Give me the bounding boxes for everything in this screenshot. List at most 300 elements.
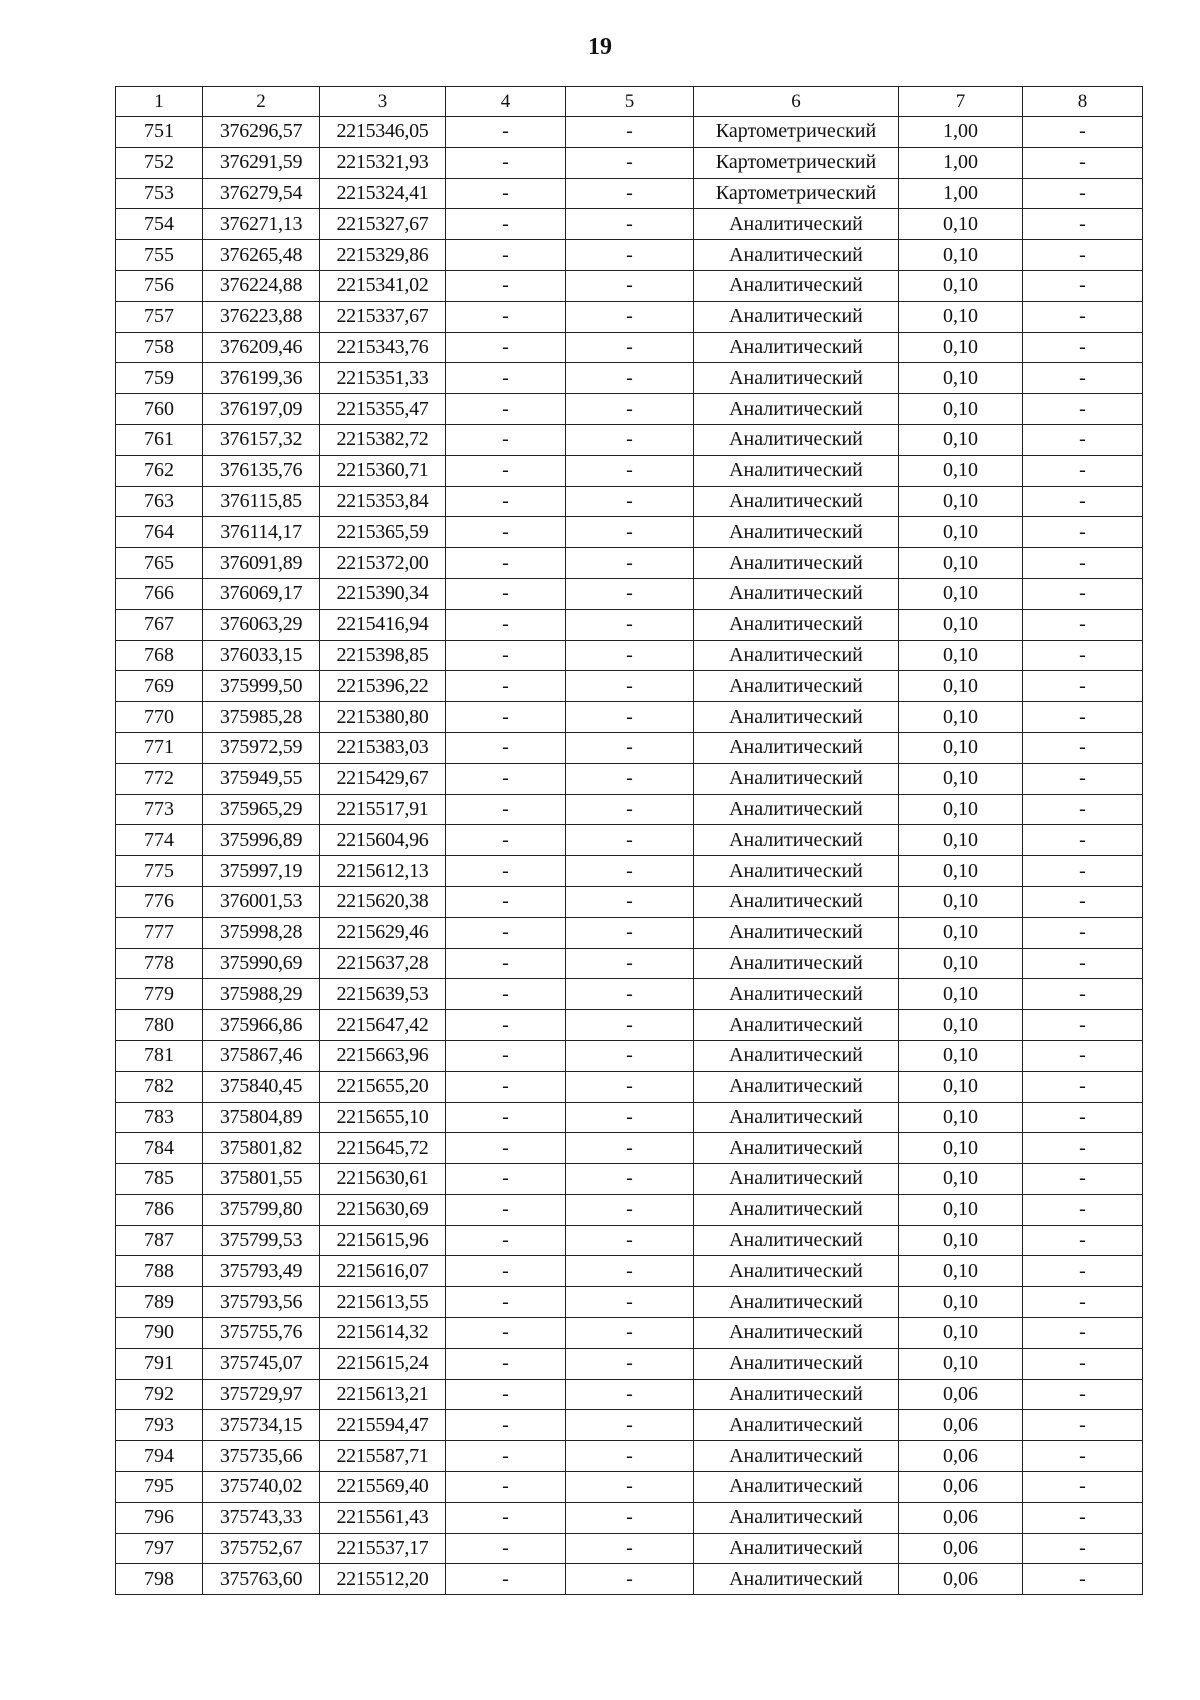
cell-coord-x: 375752,67 [203, 1533, 320, 1564]
table-row [116, 178, 1143, 209]
cell-col-5: - [566, 240, 694, 271]
cell-col-8: - [1023, 609, 1143, 640]
cell-col-4: - [446, 209, 566, 240]
cell-col-5: - [566, 948, 694, 979]
cell-col-4: - [446, 332, 566, 363]
cell-col-5: - [566, 856, 694, 887]
cell-coord-x: 376157,32 [203, 424, 320, 455]
cell-coord-y: 2215365,59 [320, 517, 446, 548]
table-row [116, 763, 1143, 794]
table-row [116, 1410, 1143, 1441]
cell-method: Аналитический [694, 917, 899, 948]
cell-col-4: - [446, 609, 566, 640]
cell-coord-y: 2215645,72 [320, 1133, 446, 1164]
cell-col-8: - [1023, 794, 1143, 825]
table-row [116, 1441, 1143, 1472]
cell-col-5: - [566, 886, 694, 917]
cell-col-8: - [1023, 1010, 1143, 1041]
cell-method: Аналитический [694, 1287, 899, 1318]
cell-accuracy: 0,10 [899, 240, 1023, 271]
cell-point-number: 781 [116, 1040, 203, 1071]
cell-coord-x: 375966,86 [203, 1010, 320, 1041]
table-row [116, 794, 1143, 825]
cell-coord-x: 375985,28 [203, 702, 320, 733]
cell-point-number: 786 [116, 1194, 203, 1225]
table-row [116, 609, 1143, 640]
cell-method: Аналитический [694, 578, 899, 609]
cell-point-number: 778 [116, 948, 203, 979]
cell-method: Аналитический [694, 671, 899, 702]
cell-accuracy: 0,10 [899, 486, 1023, 517]
cell-col-5: - [566, 640, 694, 671]
cell-col-5: - [566, 1564, 694, 1595]
cell-col-5: - [566, 517, 694, 548]
cell-col-8: - [1023, 1102, 1143, 1133]
column-header-4: 4 [446, 87, 566, 117]
cell-accuracy: 0,10 [899, 548, 1023, 579]
cell-accuracy: 0,10 [899, 455, 1023, 486]
cell-method: Аналитический [694, 1348, 899, 1379]
cell-method: Аналитический [694, 1164, 899, 1195]
cell-accuracy: 0,10 [899, 1071, 1023, 1102]
cell-point-number: 775 [116, 856, 203, 887]
cell-accuracy: 0,10 [899, 917, 1023, 948]
cell-col-8: - [1023, 1287, 1143, 1318]
table-row [116, 1348, 1143, 1379]
cell-col-8: - [1023, 1133, 1143, 1164]
cell-col-5: - [566, 1441, 694, 1472]
table-row [116, 1256, 1143, 1287]
cell-coord-y: 2215620,38 [320, 886, 446, 917]
table-row [116, 825, 1143, 856]
cell-coord-y: 2215637,28 [320, 948, 446, 979]
cell-accuracy: 0,10 [899, 1287, 1023, 1318]
cell-accuracy: 0,06 [899, 1502, 1023, 1533]
cell-col-8: - [1023, 1071, 1143, 1102]
cell-point-number: 793 [116, 1410, 203, 1441]
cell-col-8: - [1023, 147, 1143, 178]
cell-col-8: - [1023, 671, 1143, 702]
table-row [116, 578, 1143, 609]
cell-accuracy: 0,10 [899, 979, 1023, 1010]
cell-col-8: - [1023, 1164, 1143, 1195]
cell-col-4: - [446, 1256, 566, 1287]
cell-col-5: - [566, 1533, 694, 1564]
table-row [116, 209, 1143, 240]
cell-coord-x: 375801,82 [203, 1133, 320, 1164]
cell-coord-x: 375734,15 [203, 1410, 320, 1441]
cell-col-5: - [566, 1410, 694, 1441]
cell-col-5: - [566, 548, 694, 579]
cell-method: Аналитический [694, 825, 899, 856]
cell-col-4: - [446, 147, 566, 178]
cell-col-4: - [446, 240, 566, 271]
cell-coord-x: 375763,60 [203, 1564, 320, 1595]
cell-accuracy: 0,10 [899, 640, 1023, 671]
cell-method: Аналитический [694, 301, 899, 332]
cell-coord-y: 2215614,32 [320, 1318, 446, 1349]
cell-accuracy: 0,10 [899, 209, 1023, 240]
cell-col-5: - [566, 332, 694, 363]
cell-method: Аналитический [694, 763, 899, 794]
cell-accuracy: 0,06 [899, 1410, 1023, 1441]
cell-coord-x: 375972,59 [203, 732, 320, 763]
cell-col-8: - [1023, 301, 1143, 332]
cell-accuracy: 0,10 [899, 301, 1023, 332]
cell-method: Аналитический [694, 548, 899, 579]
cell-method: Аналитический [694, 1318, 899, 1349]
cell-point-number: 792 [116, 1379, 203, 1410]
cell-method: Аналитический [694, 1194, 899, 1225]
table-row [116, 1194, 1143, 1225]
cell-accuracy: 1,00 [899, 117, 1023, 148]
cell-point-number: 773 [116, 794, 203, 825]
cell-col-8: - [1023, 1256, 1143, 1287]
cell-coord-x: 376069,17 [203, 578, 320, 609]
cell-col-5: - [566, 671, 694, 702]
table-row [116, 548, 1143, 579]
cell-method: Аналитический [694, 1133, 899, 1164]
cell-coord-y: 2215360,71 [320, 455, 446, 486]
cell-coord-y: 2215372,00 [320, 548, 446, 579]
cell-accuracy: 0,10 [899, 1225, 1023, 1256]
cell-coord-x: 375997,19 [203, 856, 320, 887]
cell-point-number: 759 [116, 363, 203, 394]
cell-col-4: - [446, 1318, 566, 1349]
column-header-2: 2 [203, 87, 320, 117]
coordinates-table [115, 86, 1143, 1595]
cell-method: Аналитический [694, 794, 899, 825]
cell-coord-x: 375793,49 [203, 1256, 320, 1287]
cell-col-5: - [566, 825, 694, 856]
cell-col-8: - [1023, 1502, 1143, 1533]
cell-col-4: - [446, 948, 566, 979]
cell-col-4: - [446, 455, 566, 486]
cell-method: Аналитический [694, 1010, 899, 1041]
cell-col-5: - [566, 763, 694, 794]
cell-method: Аналитический [694, 609, 899, 640]
cell-coord-x: 376091,89 [203, 548, 320, 579]
cell-coord-x: 375990,69 [203, 948, 320, 979]
table-row [116, 979, 1143, 1010]
cell-point-number: 770 [116, 702, 203, 733]
cell-method: Аналитический [694, 1379, 899, 1410]
cell-col-5: - [566, 1379, 694, 1410]
cell-method: Аналитический [694, 640, 899, 671]
cell-point-number: 794 [116, 1441, 203, 1472]
cell-coord-y: 2215382,72 [320, 424, 446, 455]
cell-col-4: - [446, 1379, 566, 1410]
cell-col-4: - [446, 1348, 566, 1379]
cell-method: Аналитический [694, 1502, 899, 1533]
cell-col-8: - [1023, 1472, 1143, 1503]
cell-point-number: 765 [116, 548, 203, 579]
cell-col-8: - [1023, 1564, 1143, 1595]
cell-col-4: - [446, 486, 566, 517]
cell-coord-y: 2215337,67 [320, 301, 446, 332]
table-row [116, 117, 1143, 148]
cell-coord-x: 376033,15 [203, 640, 320, 671]
cell-col-8: - [1023, 1318, 1143, 1349]
cell-col-8: - [1023, 1410, 1143, 1441]
table-row [116, 1318, 1143, 1349]
cell-coord-y: 2215639,53 [320, 979, 446, 1010]
cell-col-5: - [566, 486, 694, 517]
cell-point-number: 787 [116, 1225, 203, 1256]
table-row [116, 455, 1143, 486]
table-row [116, 1102, 1143, 1133]
cell-col-5: - [566, 1348, 694, 1379]
cell-coord-x: 376115,85 [203, 486, 320, 517]
table-row [116, 702, 1143, 733]
cell-col-8: - [1023, 1441, 1143, 1472]
cell-point-number: 762 [116, 455, 203, 486]
cell-accuracy: 0,10 [899, 1133, 1023, 1164]
cell-col-8: - [1023, 363, 1143, 394]
cell-coord-y: 2215655,10 [320, 1102, 446, 1133]
cell-accuracy: 0,10 [899, 702, 1023, 733]
cell-coord-y: 2215616,07 [320, 1256, 446, 1287]
cell-accuracy: 0,10 [899, 763, 1023, 794]
cell-col-4: - [446, 578, 566, 609]
cell-col-5: - [566, 1102, 694, 1133]
table-header-row [116, 87, 1143, 117]
cell-col-4: - [446, 1225, 566, 1256]
cell-point-number: 779 [116, 979, 203, 1010]
cell-coord-x: 375965,29 [203, 794, 320, 825]
cell-method: Аналитический [694, 1441, 899, 1472]
cell-col-4: - [446, 394, 566, 425]
cell-point-number: 752 [116, 147, 203, 178]
cell-coord-x: 376135,76 [203, 455, 320, 486]
cell-coord-x: 375743,33 [203, 1502, 320, 1533]
cell-point-number: 796 [116, 1502, 203, 1533]
cell-coord-y: 2215343,76 [320, 332, 446, 363]
cell-col-8: - [1023, 209, 1143, 240]
cell-col-5: - [566, 578, 694, 609]
cell-accuracy: 0,06 [899, 1533, 1023, 1564]
cell-accuracy: 0,06 [899, 1564, 1023, 1595]
cell-point-number: 767 [116, 609, 203, 640]
cell-method: Аналитический [694, 1564, 899, 1595]
cell-method: Аналитический [694, 702, 899, 733]
cell-coord-x: 375755,76 [203, 1318, 320, 1349]
cell-col-5: - [566, 1225, 694, 1256]
cell-coord-y: 2215517,91 [320, 794, 446, 825]
cell-col-5: - [566, 178, 694, 209]
cell-coord-y: 2215351,33 [320, 363, 446, 394]
cell-coord-x: 375867,46 [203, 1040, 320, 1071]
cell-accuracy: 0,10 [899, 825, 1023, 856]
cell-coord-y: 2215416,94 [320, 609, 446, 640]
cell-coord-y: 2215615,24 [320, 1348, 446, 1379]
cell-col-8: - [1023, 548, 1143, 579]
cell-point-number: 791 [116, 1348, 203, 1379]
cell-col-5: - [566, 1071, 694, 1102]
cell-col-5: - [566, 732, 694, 763]
cell-col-5: - [566, 1256, 694, 1287]
cell-coord-x: 375804,89 [203, 1102, 320, 1133]
cell-coord-y: 2215346,05 [320, 117, 446, 148]
cell-point-number: 764 [116, 517, 203, 548]
cell-col-5: - [566, 609, 694, 640]
cell-coord-x: 375729,97 [203, 1379, 320, 1410]
cell-method: Аналитический [694, 1225, 899, 1256]
cell-coord-x: 375793,56 [203, 1287, 320, 1318]
cell-point-number: 761 [116, 424, 203, 455]
table-row [116, 671, 1143, 702]
cell-method: Аналитический [694, 517, 899, 548]
cell-col-4: - [446, 1502, 566, 1533]
cell-coord-x: 375735,66 [203, 1441, 320, 1472]
cell-method: Аналитический [694, 209, 899, 240]
page-number: 19 [588, 34, 612, 60]
cell-coord-x: 375745,07 [203, 1348, 320, 1379]
cell-col-4: - [446, 979, 566, 1010]
table-row [116, 1133, 1143, 1164]
cell-col-4: - [446, 763, 566, 794]
table-row [116, 1502, 1143, 1533]
cell-col-8: - [1023, 394, 1143, 425]
cell-col-8: - [1023, 332, 1143, 363]
cell-col-4: - [446, 1133, 566, 1164]
cell-col-4: - [446, 517, 566, 548]
cell-accuracy: 0,06 [899, 1379, 1023, 1410]
cell-col-5: - [566, 209, 694, 240]
cell-coord-y: 2215604,96 [320, 825, 446, 856]
cell-point-number: 754 [116, 209, 203, 240]
cell-coord-x: 376265,48 [203, 240, 320, 271]
cell-point-number: 780 [116, 1010, 203, 1041]
cell-coord-y: 2215615,96 [320, 1225, 446, 1256]
cell-col-4: - [446, 1164, 566, 1195]
cell-col-5: - [566, 1502, 694, 1533]
cell-col-4: - [446, 1102, 566, 1133]
cell-col-5: - [566, 424, 694, 455]
cell-coord-x: 375996,89 [203, 825, 320, 856]
cell-col-4: - [446, 1071, 566, 1102]
cell-coord-x: 376224,88 [203, 270, 320, 301]
cell-col-5: - [566, 1133, 694, 1164]
cell-col-8: - [1023, 455, 1143, 486]
cell-coord-y: 2215396,22 [320, 671, 446, 702]
cell-accuracy: 0,10 [899, 1102, 1023, 1133]
cell-col-8: - [1023, 1348, 1143, 1379]
cell-col-5: - [566, 702, 694, 733]
cell-coord-y: 2215630,69 [320, 1194, 446, 1225]
cell-accuracy: 0,10 [899, 578, 1023, 609]
cell-col-8: - [1023, 917, 1143, 948]
cell-col-8: - [1023, 856, 1143, 887]
cell-coord-y: 2215341,02 [320, 270, 446, 301]
cell-col-4: - [446, 424, 566, 455]
cell-col-8: - [1023, 578, 1143, 609]
cell-point-number: 751 [116, 117, 203, 148]
cell-col-4: - [446, 640, 566, 671]
cell-coord-y: 2215512,20 [320, 1564, 446, 1595]
cell-col-8: - [1023, 948, 1143, 979]
cell-col-8: - [1023, 424, 1143, 455]
cell-accuracy: 1,00 [899, 178, 1023, 209]
table-row [116, 1225, 1143, 1256]
cell-point-number: 788 [116, 1256, 203, 1287]
cell-coord-y: 2215587,71 [320, 1441, 446, 1472]
cell-col-5: - [566, 1164, 694, 1195]
cell-point-number: 758 [116, 332, 203, 363]
cell-method: Аналитический [694, 1102, 899, 1133]
cell-method: Аналитический [694, 948, 899, 979]
cell-method: Аналитический [694, 1071, 899, 1102]
cell-col-4: - [446, 117, 566, 148]
cell-point-number: 766 [116, 578, 203, 609]
cell-col-4: - [446, 1040, 566, 1071]
cell-accuracy: 0,10 [899, 1318, 1023, 1349]
table-row [116, 424, 1143, 455]
table-row [116, 1287, 1143, 1318]
table-row [116, 948, 1143, 979]
table-row [116, 486, 1143, 517]
cell-accuracy: 0,06 [899, 1441, 1023, 1472]
cell-col-4: - [446, 548, 566, 579]
cell-point-number: 760 [116, 394, 203, 425]
cell-col-5: - [566, 363, 694, 394]
cell-accuracy: 0,10 [899, 332, 1023, 363]
cell-coord-y: 2215613,55 [320, 1287, 446, 1318]
cell-col-8: - [1023, 1040, 1143, 1071]
cell-accuracy: 0,10 [899, 394, 1023, 425]
cell-col-4: - [446, 825, 566, 856]
cell-accuracy: 0,10 [899, 732, 1023, 763]
cell-coord-x: 376291,59 [203, 147, 320, 178]
cell-coord-x: 375840,45 [203, 1071, 320, 1102]
cell-coord-x: 375799,80 [203, 1194, 320, 1225]
cell-coord-x: 375999,50 [203, 671, 320, 702]
table-row [116, 394, 1143, 425]
cell-method: Аналитический [694, 455, 899, 486]
table-row [116, 856, 1143, 887]
cell-method: Картометрический [694, 178, 899, 209]
table-row [116, 1071, 1143, 1102]
cell-accuracy: 0,10 [899, 1164, 1023, 1195]
cell-coord-y: 2215647,42 [320, 1010, 446, 1041]
cell-col-5: - [566, 1318, 694, 1349]
cell-coord-x: 375998,28 [203, 917, 320, 948]
cell-coord-x: 376001,53 [203, 886, 320, 917]
cell-col-5: - [566, 1010, 694, 1041]
cell-col-4: - [446, 886, 566, 917]
cell-col-4: - [446, 270, 566, 301]
table-row [116, 1010, 1143, 1041]
cell-accuracy: 1,00 [899, 147, 1023, 178]
cell-col-4: - [446, 1287, 566, 1318]
cell-point-number: 763 [116, 486, 203, 517]
cell-accuracy: 0,10 [899, 363, 1023, 394]
cell-col-4: - [446, 1194, 566, 1225]
cell-coord-x: 376199,36 [203, 363, 320, 394]
cell-point-number: 790 [116, 1318, 203, 1349]
cell-method: Аналитический [694, 240, 899, 271]
cell-coord-y: 2215613,21 [320, 1379, 446, 1410]
table-row [116, 363, 1143, 394]
cell-accuracy: 0,10 [899, 948, 1023, 979]
cell-col-5: - [566, 979, 694, 1010]
cell-col-8: - [1023, 1194, 1143, 1225]
cell-accuracy: 0,10 [899, 1010, 1023, 1041]
cell-accuracy: 0,10 [899, 886, 1023, 917]
cell-coord-x: 376296,57 [203, 117, 320, 148]
cell-col-8: - [1023, 702, 1143, 733]
cell-method: Аналитический [694, 979, 899, 1010]
